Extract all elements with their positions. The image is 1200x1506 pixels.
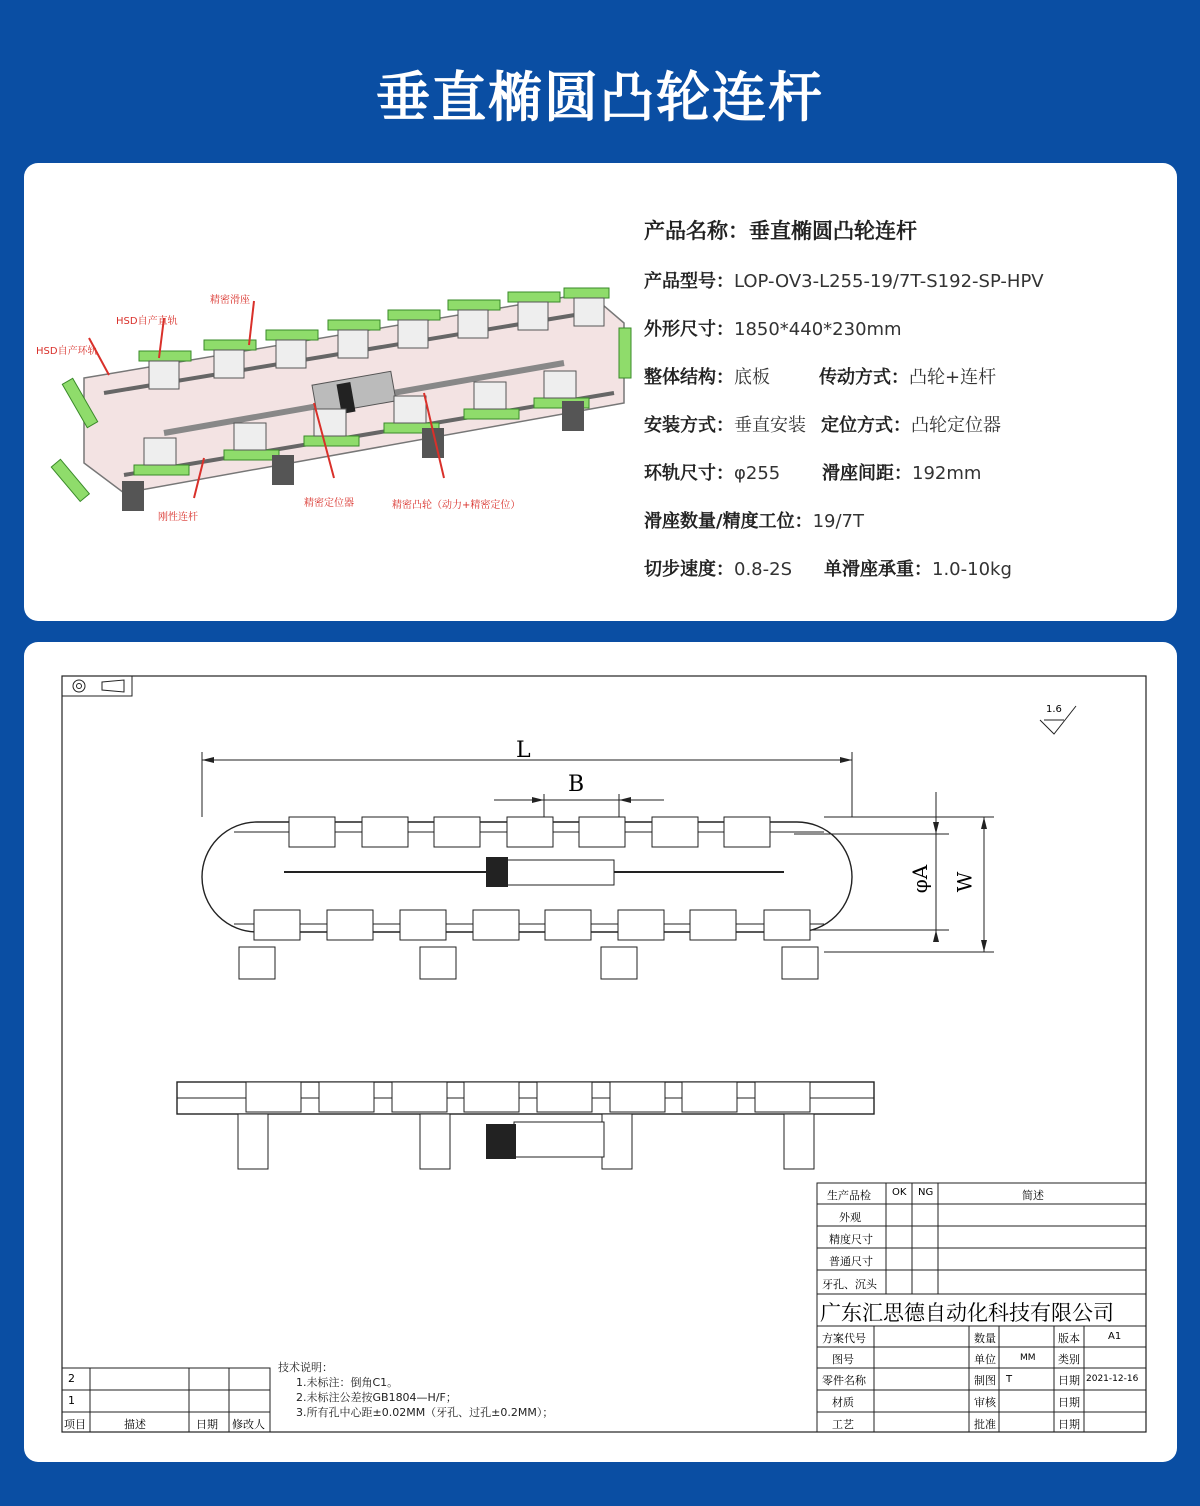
spec-drive: 传动方式：凸轮+连杆 [819, 367, 997, 388]
dim-B: B [568, 772, 585, 797]
rev-header-date: 日期 [196, 1418, 218, 1431]
inspect-header: 生产品检 [827, 1189, 871, 1202]
inspect-ok: OK [892, 1187, 907, 1198]
dim-L: L [516, 738, 531, 763]
spec-model: 产品型号：LOP-OV3-L255-19/7T-S192-SP-HPV [644, 271, 1044, 292]
tb-mid: 批准 [974, 1418, 996, 1431]
rev-header-desc: 描述 [124, 1418, 146, 1431]
spec-install: 安装方式：垂直安装 [644, 415, 806, 436]
tb-date: 2021-12-16 [1086, 1374, 1139, 1384]
spec-count: 滑座数量/精度工位：19/7T [644, 511, 864, 532]
tb-right: 类别 [1058, 1353, 1080, 1366]
tb-right: 日期 [1058, 1374, 1080, 1387]
inspect-row: 外观 [839, 1211, 861, 1224]
company-name: 广东汇思德自动化科技有限公司 [820, 1301, 1114, 1325]
tb-left: 零件名称 [822, 1374, 866, 1387]
tb-right: 版本 [1058, 1332, 1080, 1345]
tb-mid-value: MM [1020, 1353, 1036, 1363]
inspect-desc: 简述 [1022, 1189, 1044, 1202]
tb-right: 日期 [1058, 1396, 1080, 1409]
rev-row-2: 2 [68, 1372, 75, 1385]
callout-cam: 精密凸轮（动力+精密定位） [392, 500, 521, 511]
tb-left: 方案代号 [822, 1332, 866, 1345]
spec-name: 产品名称：垂直椭圆凸轮连杆 [644, 219, 917, 243]
spec-position: 定位方式：凸轮定位器 [821, 415, 1001, 436]
engineering-drawing [24, 642, 1177, 1462]
callout-positioner: 精密定位器 [304, 498, 354, 509]
tb-mid: 单位 [974, 1353, 996, 1366]
inspect-row: 精度尺寸 [829, 1233, 873, 1246]
rev-header-item: 项目 [64, 1418, 86, 1431]
tb-left: 材质 [832, 1396, 854, 1409]
spec-speed: 切步速度：0.8-2S [644, 559, 792, 580]
inspect-row: 牙孔、沉头 [822, 1278, 877, 1291]
rev-row-1: 1 [68, 1394, 75, 1407]
spec-structure: 整体结构：底板 [644, 367, 770, 388]
tb-mid: 制图 [974, 1374, 996, 1387]
product-card [24, 163, 1177, 621]
callout-hsd-ring: HSD自产环轨 [36, 346, 98, 357]
roughness-value: 1.6 [1046, 704, 1062, 715]
tb-mid: 审核 [974, 1396, 996, 1409]
drawing-card [24, 642, 1177, 1462]
dim-W: W [952, 871, 977, 893]
tb-mid-value: T [1006, 1374, 1013, 1385]
spec-ring: 环轨尺寸：φ255 [644, 463, 781, 484]
callout-link: 刚性连杆 [158, 512, 198, 523]
tb-left: 图号 [832, 1353, 854, 1366]
callout-hsd-rail: HSD自产直轨 [116, 316, 178, 327]
inspect-row: 普通尺寸 [829, 1255, 873, 1268]
tb-right: 日期 [1058, 1418, 1080, 1431]
inspect-ng: NG [918, 1187, 934, 1198]
callout-precision-slider: 精密滑座 [210, 295, 250, 306]
spec-pitch: 滑座间距：192mm [822, 463, 982, 484]
spec-size: 外形尺寸：1850*440*230mm [644, 319, 902, 340]
rev-header-editor: 修改人 [232, 1418, 265, 1431]
tb-version: A1 [1108, 1331, 1122, 1342]
dim-A: φA [908, 864, 933, 894]
tb-mid: 数量 [974, 1332, 996, 1345]
tech-notes: 技术说明： 1.未标注：倒角C1。 2.未标注公差按GB1804—H/F； 3.所有孔中心距±0.02MM（牙孔、过孔±0.2MM）； [278, 1361, 554, 1419]
tb-left: 工艺 [832, 1418, 854, 1431]
spec-load: 单滑座承重：1.0-10kg [824, 559, 1012, 580]
page-title: 垂直椭圆凸轮连杆 [376, 66, 824, 129]
